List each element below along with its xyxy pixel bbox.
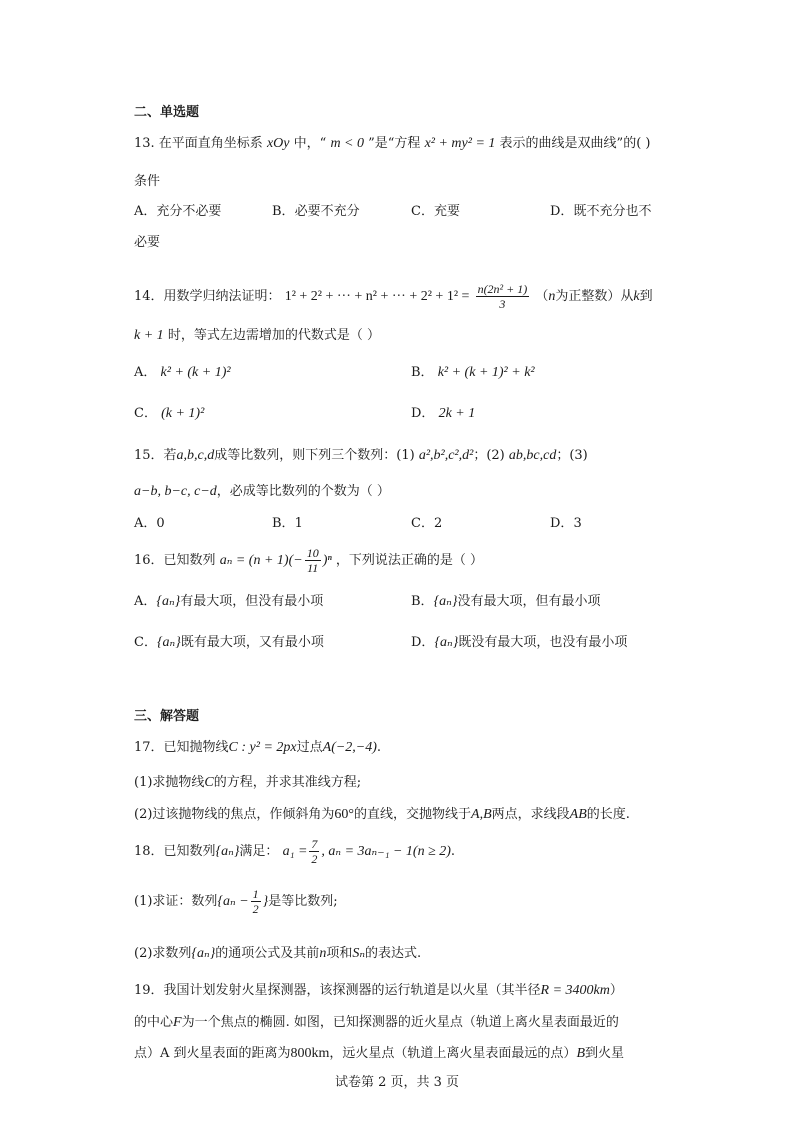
option-text: 2 [433, 516, 443, 531]
q17-p2-text4: 的长度. [586, 807, 630, 822]
q18-seq: {aₙ} [215, 844, 240, 859]
q13-option-a [134, 202, 221, 222]
q17-p1-text2: 的方程，并求其准线方程; [213, 775, 362, 790]
q14-lhs: 1² + 2² + ··· + n² + ··· + 2² + 1² = [284, 289, 470, 304]
q13-option-d [550, 202, 651, 222]
q19-text2: 为一个焦点的椭圆. 如图，已知探测器的近火星点（轨道上离火星表面最近的 [181, 1015, 619, 1030]
q19-distance: 800km [290, 1046, 330, 1061]
option-text: 既不充分也不 [573, 204, 652, 219]
q13-coord: xOy [266, 136, 290, 151]
q16-fraction [305, 546, 321, 575]
option-text: 没有最大项，但有最小项 [457, 594, 601, 609]
q18-p2-sum: Sₙ [352, 946, 366, 961]
q16-option-a [134, 592, 323, 612]
q15-option-a [134, 514, 165, 534]
question-18-part2 [134, 944, 421, 964]
q17-p2-text: (2)过该抛物线的焦点，作倾斜角为 [134, 807, 335, 822]
q14-line2-text: 时，等式左边需增加的代数式是（ ） [167, 328, 380, 343]
q19-text3: 到火星 [585, 1046, 625, 1061]
q13-option-b [272, 202, 360, 222]
option-seq: {aₙ} [434, 635, 459, 650]
question-13-line2: 条件 [134, 174, 161, 189]
q17-curve: C : y² = 2px [228, 740, 297, 755]
option-text: 3 [573, 516, 582, 531]
q15-seq1: a²,b²,c²,d² [418, 448, 474, 463]
q19-point-b: B [576, 1046, 585, 1061]
option-label: C． [134, 635, 157, 650]
q19-text: 点）A 到火星表面的距离为 [134, 1046, 291, 1061]
q17-point: A(−2,−4) [322, 740, 377, 755]
q18-p1-seq-left: {aₙ − [217, 894, 249, 909]
option-seq: {aₙ} [156, 594, 181, 609]
q14-k: k [633, 289, 640, 304]
question-17-line1 [134, 738, 381, 758]
fraction-numerator: n(2n² + 1) [477, 282, 528, 296]
q13-cond: m < 0 [330, 136, 364, 151]
question-19-line1 [134, 981, 623, 1001]
option-label: A． [134, 365, 157, 380]
q16-expr-left: aₙ = (n + 1)(− [219, 553, 303, 568]
q14-suffix1: （ [535, 289, 549, 304]
option-text: 既有最大项，又有最小项 [180, 635, 324, 650]
q15-vars: a,b,c,d [176, 448, 215, 463]
option-text: 必要不充分 [294, 204, 360, 219]
q19-radius: R = 3400km [540, 983, 610, 998]
q18-p1-seq-right: } [262, 894, 269, 909]
option-text: 既没有最大项，也没有最小项 [458, 635, 628, 650]
q18-recurrence: , aₙ = 3aₙ₋₁ − 1(n ≥ 2) [321, 844, 451, 859]
option-label: D． [550, 516, 574, 531]
option-label: A． [134, 594, 157, 609]
q14-suffix2: 为正整数）从 [555, 289, 634, 304]
section-title: 三、解答题 [134, 709, 200, 724]
question-19-line3 [134, 1044, 624, 1064]
q15-option-b [272, 514, 303, 534]
question-14-line2 [134, 326, 380, 346]
q14-n: n [548, 289, 556, 304]
q16-expr-right: )ⁿ [322, 553, 332, 568]
option-label: B． [411, 365, 434, 380]
q17-p2-angle: 60° [334, 807, 355, 822]
q18-p1-fraction [251, 887, 261, 916]
q13-option-c [411, 202, 460, 222]
q18-end: . [450, 844, 456, 859]
q15-mid1: 成等比数列，则下列三个数列：(1) [214, 448, 415, 463]
q18-p1-text: (1)求证：数列 [134, 894, 218, 909]
q19-focus: F [173, 1015, 182, 1030]
option-text: 充分不必要 [156, 204, 222, 219]
question-14-line1 [134, 280, 653, 314]
option-label: C． [134, 406, 157, 421]
option-text: 充要 [433, 204, 460, 219]
fraction-denominator: 3 [499, 297, 506, 311]
fraction-denominator: 11 [307, 561, 319, 575]
q14-fraction [476, 282, 530, 311]
fraction-denominator: 2 [252, 902, 259, 916]
q14-option-a [134, 363, 231, 383]
q18-prefix: 18．已知数列 [134, 844, 216, 859]
q14-option-b [411, 363, 535, 383]
option-label: A． [134, 516, 157, 531]
q18-p2-text2: 的通项公式及其前 [215, 946, 320, 961]
q19-text: 19．我国计划发射火星探测器，该探测器的运行轨道是以火星（其半径 [134, 983, 541, 998]
q18-p2-seq: {aₙ} [191, 946, 216, 961]
q15-line2-text: ，必成等比数列的个数为（ ） [216, 484, 390, 499]
q14-suffix3: 到 [639, 289, 653, 304]
option-label: B． [272, 204, 295, 219]
option-seq: {aₙ} [433, 594, 458, 609]
option-label: A． [134, 204, 157, 219]
q13-option-d-cont: 必要 [134, 235, 161, 250]
q18-p2-text: (2)求数列 [134, 946, 192, 961]
q16-option-d [411, 633, 627, 653]
option-label: D． [550, 204, 574, 219]
question-18-part1 [134, 886, 338, 918]
fraction-numerator: 1 [252, 887, 259, 901]
q14-k-plus-1: k + 1 [134, 328, 164, 343]
q16-suffix: ，下列说法正确的是（ ） [335, 553, 484, 568]
q18-p2-text4: 的表达式. [365, 946, 422, 961]
question-15-line1 [134, 446, 588, 466]
option-label: C． [411, 516, 434, 531]
question-13-line1 [134, 134, 650, 154]
question-17-part1 [134, 773, 361, 793]
q19-text2: ，远火星点（轨道上离火星表面最远的点） [329, 1046, 577, 1061]
option-text: 1 [294, 516, 303, 531]
fraction-numerator: 7 [311, 837, 318, 851]
section-title: 二、单选题 [134, 105, 200, 120]
q18-fraction [309, 837, 319, 866]
option-expr: (k + 1)² [161, 406, 205, 421]
q17-mid: 过点 [296, 740, 323, 755]
q17-prefix: 17．已知抛物线 [134, 740, 229, 755]
q16-option-b [411, 592, 600, 612]
question-19-line2 [134, 1013, 619, 1033]
option-label: D． [411, 635, 435, 650]
option-expr: k² + (k + 1)² + k² [437, 365, 535, 380]
q16-prefix: 16．已知数列 [134, 553, 216, 568]
q17-p2-text2: 的直线，交抛物线于 [354, 807, 472, 822]
q18-p1-text2: 是等比数列; [268, 894, 338, 909]
q13-prefix: 13. 在平面直角坐标系 [134, 136, 263, 151]
q13-mid2: ”是“方程 [368, 136, 421, 151]
q15-seq3: a−b, b−c, c−d [134, 484, 217, 499]
q17-p2-segment: AB [569, 807, 587, 822]
option-expr: 2k + 1 [438, 406, 476, 421]
q15-mid3: ；(3) [556, 448, 588, 463]
question-17-part2 [134, 805, 630, 825]
q18-mid: 满足： [239, 844, 279, 859]
q17-p1-curve: C [204, 775, 214, 790]
q15-seq2: ab,bc,cd [508, 448, 557, 463]
q15-prefix: 15．若 [134, 448, 177, 463]
q18-p2-n: n [319, 946, 327, 961]
page-footer: 试卷第 2 页，共 3 页 [334, 1075, 460, 1090]
q19-text2: ） [609, 983, 623, 998]
question-15-line2 [134, 482, 390, 502]
q18-a1: a₁ = [282, 844, 308, 859]
option-expr: k² + (k + 1)² [160, 365, 231, 380]
option-label: D． [411, 406, 435, 421]
fraction-numerator: 10 [306, 546, 319, 560]
option-text: 有最大项，但没有最小项 [180, 594, 324, 609]
question-16-line1 [134, 545, 483, 577]
q15-option-d [550, 514, 582, 534]
q15-mid2: ；(2) [473, 448, 505, 463]
option-label: C． [411, 204, 434, 219]
q17-end: . [376, 740, 382, 755]
q17-p2-points: A,B [471, 807, 492, 822]
q13-mid3: 表示的曲线是双曲线”的( ) [499, 136, 651, 151]
q16-option-c [134, 633, 324, 653]
q14-option-c [134, 404, 204, 424]
question-18-line1 [134, 836, 455, 868]
fraction-denominator: 2 [311, 852, 318, 866]
q17-p2-text3: 两点，求线段 [491, 807, 570, 822]
option-label: B． [272, 516, 295, 531]
q15-option-c [411, 514, 442, 534]
q18-p2-text3: 项和 [326, 946, 353, 961]
q13-eq: x² + my² = 1 [424, 136, 496, 151]
option-seq: {aₙ} [156, 635, 181, 650]
q17-p1-text: (1)求抛物线 [134, 775, 205, 790]
q14-prefix: 14．用数学归纳法证明： [134, 289, 281, 304]
q19-text: 的中心 [134, 1015, 174, 1030]
option-text: 0 [156, 516, 165, 531]
q13-mid1: 中，“ [293, 136, 327, 151]
q14-option-d [411, 404, 475, 424]
option-label: B． [411, 594, 434, 609]
